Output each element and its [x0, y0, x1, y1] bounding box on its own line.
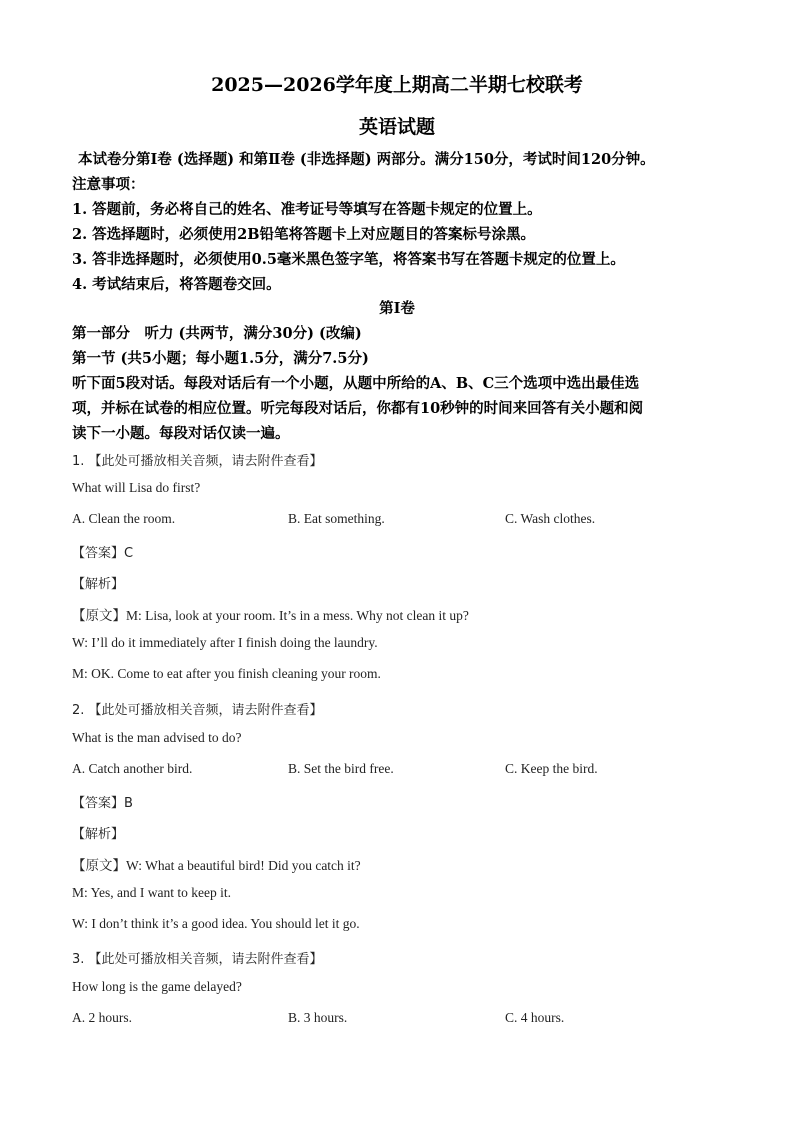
volume-heading: 第Ⅰ卷 — [379, 300, 415, 317]
audio-note-q3[interactable]: 3. 【此处可播放相关音频，请去附件查看】 — [72, 952, 323, 967]
instructions-line-2: 项，并标在试卷的相应位置。听完每段对话后，你都有10秒钟的时间来回答有关小题和阅 — [72, 400, 644, 417]
option-b-q1: B. Eat something. — [288, 511, 385, 526]
instructions-line-1: 听下面5段对话。每段对话后有一个小题，从题中所给的A、B、C三个选项中选出最佳选 — [72, 375, 640, 392]
notice-item-2: 2. 答选择题时，必须使用2B铅笔将答题卡上对应题目的答案标号涂黑。 — [72, 226, 536, 243]
intro-line: 本试卷分第Ⅰ卷 (选择题) 和第Ⅱ卷 (非选择题) 两部分。满分150分，考试时间120分钟。 — [78, 151, 655, 168]
option-c-q3: C. 4 hours. — [505, 1010, 565, 1025]
answer-q2: 【答案】B — [72, 796, 133, 811]
instructions-line-3: 读下一小题。每段对话仅读一遍。 — [72, 425, 290, 442]
option-a-q3: A. 2 hours. — [72, 1010, 132, 1025]
notice-item-1: 1. 答题前，务必将自己的姓名、准考证号等填写在答题卡规定的位置上。 — [72, 201, 542, 218]
exam-title: 2025—2026学年度上期高二半期七校联考 — [211, 74, 583, 96]
notice-heading: 注意事项： — [72, 176, 145, 193]
script-q1-line-1: 【原文】M: Lisa, look at your room. It’s in a mess. Why not clean it up? — [72, 608, 469, 623]
script-q2-line-1: 【原文】W: What a beautiful bird! Did you catch it? — [72, 858, 361, 873]
script-q2-line-3: W: I don’t think it’s a good idea. You should let it go. — [72, 916, 360, 931]
exam-subtitle: 英语试题 — [358, 116, 435, 138]
audio-note-q2[interactable]: 2. 【此处可播放相关音频，请去附件查看】 — [72, 703, 323, 718]
option-c-q2: C. Keep the bird. — [505, 761, 598, 776]
analysis-q1: 【解析】 — [72, 577, 125, 592]
script-q2-line-2: M: Yes, and I want to keep it. — [72, 885, 231, 900]
option-b-q3: B. 3 hours. — [288, 1010, 348, 1025]
question-q1: What will Lisa do first? — [72, 480, 201, 495]
script-q1-line-3: M: OK. Come to eat after you finish cleaning your room. — [72, 666, 381, 681]
notice-item-4: 4. 考试结束后，将答题卷交回。 — [72, 276, 281, 293]
question-q2: What is the man advised to do? — [72, 730, 242, 745]
question-q3: How long is the game delayed? — [72, 979, 242, 994]
audio-note-q1[interactable]: 1. 【此处可播放相关音频，请去附件查看】 — [72, 454, 323, 469]
analysis-q2: 【解析】 — [72, 827, 125, 842]
option-a-q2: A. Catch another bird. — [72, 761, 193, 776]
section-title: 第一节 (共5小题；每小题1.5分，满分7.5分) — [72, 350, 369, 367]
option-b-q2: B. Set the bird free. — [288, 761, 394, 776]
part-title: 第一部分 听力 (共两节，满分30分) (改编) — [72, 325, 362, 342]
answer-q1: 【答案】C — [72, 546, 134, 561]
option-c-q1: C. Wash clothes. — [505, 511, 596, 526]
option-a-q1: A. Clean the room. — [72, 511, 176, 526]
script-q1-line-2: W: I’ll do it immediately after I finish doing the laundry. — [72, 635, 378, 650]
notice-item-3: 3. 答非选择题时，必须使用0.5毫米黑色签字笔，将答案书写在答题卡规定的位置上。 — [72, 251, 625, 268]
